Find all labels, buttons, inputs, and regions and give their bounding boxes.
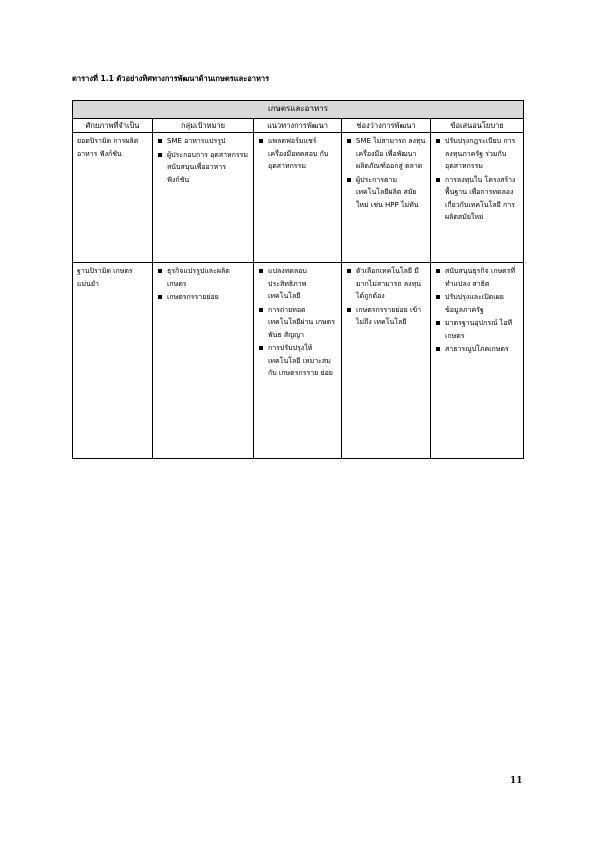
bullet-icon	[347, 178, 351, 182]
list-item-text: การถ่ายทอด เทคโนโลยีผ่าน เกษตรพันธ สัญญา	[268, 305, 335, 339]
list-item	[258, 304, 337, 342]
table-title-row	[73, 101, 524, 119]
column-header: ช่องว่างการพัฒนา	[342, 119, 431, 133]
policy-table	[72, 100, 524, 459]
table-cell	[254, 133, 342, 263]
bullet-icon	[436, 269, 440, 273]
bullet-icon	[158, 269, 162, 273]
list-item-text: การลงทุนใน โครงสร้างพื้นฐาน เพื่อการทดลอง เกี่ยวกับเทคโนโลยี การผลิตสมัยใหม่	[445, 175, 516, 221]
bullet-icon	[347, 308, 351, 312]
list-item-text: เกษตรกรรายย่อย	[167, 293, 219, 301]
list-item	[435, 291, 519, 316]
page-number: 11	[510, 776, 523, 786]
list-item	[258, 342, 337, 380]
bullet-icon	[436, 347, 440, 351]
list-item-text: แพลตฟอร์มแชร์ เครื่องมือทดสอบ กับอุตสาหกรรม	[268, 137, 329, 170]
table-cell	[153, 263, 254, 459]
bullet-icon	[158, 139, 162, 143]
list-item	[346, 174, 426, 212]
list-item-text: สาธารณูปโภคเกษตร	[445, 345, 509, 353]
list-item	[435, 317, 519, 342]
row-label: ฐานปิรามิด เกษตรแม่นยำ	[73, 263, 153, 459]
list-item-text: เกษตรกรรายย่อย เข้าไม่ถึง เทคโนโลยี	[356, 305, 422, 326]
column-header: ข้อเสนอนโยบาย	[431, 119, 524, 133]
table-cell	[431, 133, 524, 263]
table-cell	[431, 263, 524, 459]
bullet-icon	[347, 139, 351, 143]
column-header-row	[73, 119, 524, 133]
bullet-icon	[259, 139, 263, 143]
list-item-text: SME ไม่สามารถ ลงทุนเครื่องมือ เพื่อพัฒนา ผลิตภัณฑ์ออกสู่ ตลาด	[356, 137, 426, 170]
bullet-icon	[259, 346, 263, 350]
list-item-text: SME อาหารแปรรูป	[167, 137, 226, 145]
list-item-text: มาตรฐานอุปกรณ์ ไอทีเกษตร	[445, 319, 513, 340]
list-item	[346, 135, 426, 173]
table-row	[73, 133, 524, 263]
list-item	[435, 265, 519, 290]
bullet-icon	[436, 321, 440, 325]
list-item	[157, 149, 249, 187]
bullet-icon	[436, 139, 440, 143]
table-cell	[254, 263, 342, 459]
bullet-icon	[436, 178, 440, 182]
table-row	[73, 263, 524, 459]
row-label: ยอดปิรามิด การผลิตอาหาร ฟังก์ชัน	[73, 133, 153, 263]
list-item-text: ปรับปรุงและเปิดเผย ข้อมูลภาครัฐ	[445, 293, 504, 314]
column-header: กลุ่มเป้าหมาย	[153, 119, 254, 133]
list-item-text: แปลงทดลอบ ประสิทธิภาพ เทคโนโลยี	[268, 267, 307, 300]
list-item-text: ธุรกิจแปรรูปและผลิต เกษตร	[167, 267, 230, 288]
list-item-text: สนับสนุนธุรกิจ เกษตรที่ทำแปลง สาธิต	[445, 267, 516, 288]
list-item	[157, 291, 249, 304]
table-cell	[342, 263, 431, 459]
bullet-icon	[158, 295, 162, 299]
bullet-icon	[436, 295, 440, 299]
list-item	[157, 135, 249, 148]
column-header: แนวทางการพัฒนา	[254, 119, 342, 133]
bullet-icon	[259, 269, 263, 273]
list-item	[258, 135, 337, 173]
bullet-icon	[347, 269, 351, 273]
list-item	[157, 265, 249, 290]
list-item	[435, 135, 519, 173]
list-item	[258, 265, 337, 303]
table-title: เกษตรและอาหาร	[73, 101, 524, 119]
list-item-text: ปรับปรุงกฎระเบียบ การลงทุนภาครัฐ ร่วมกับอุตสาหกรรม	[445, 137, 516, 170]
bullet-icon	[259, 308, 263, 312]
table-cell	[342, 133, 431, 263]
column-header: ศักยภาพที่จำเป็น	[73, 119, 153, 133]
list-item-text: ผู้ประการตาม เทคโนโลยีผลิต สมัยใหม่ เช่น HPP ไม่ทัน	[356, 175, 419, 209]
list-item	[435, 343, 519, 356]
list-item-text: การปรับปรุงให้ เทคโนโลยี เหมาะสมกับ เกษตรกรราย ย่อย	[268, 344, 333, 377]
list-item-text: ตัวเลือกเทคโนโลยี มีมากไม่สามารถ ลงทุนได้ถูกต้อง	[356, 267, 421, 300]
list-item	[346, 304, 426, 329]
table-cell	[153, 133, 254, 263]
list-item-text: ผู้ประกอบการ อุตสาหกรรม สนับสนุนเพื่ออาหาร ฟังก์ชัน	[167, 150, 249, 184]
bullet-icon	[158, 153, 162, 157]
list-item	[346, 265, 426, 303]
table-caption: ตารางที่ 1.1 ตัวอย่างทิศทางการพัฒนาด้านเกษตรและอาหาร	[72, 74, 270, 83]
list-item	[435, 174, 519, 224]
